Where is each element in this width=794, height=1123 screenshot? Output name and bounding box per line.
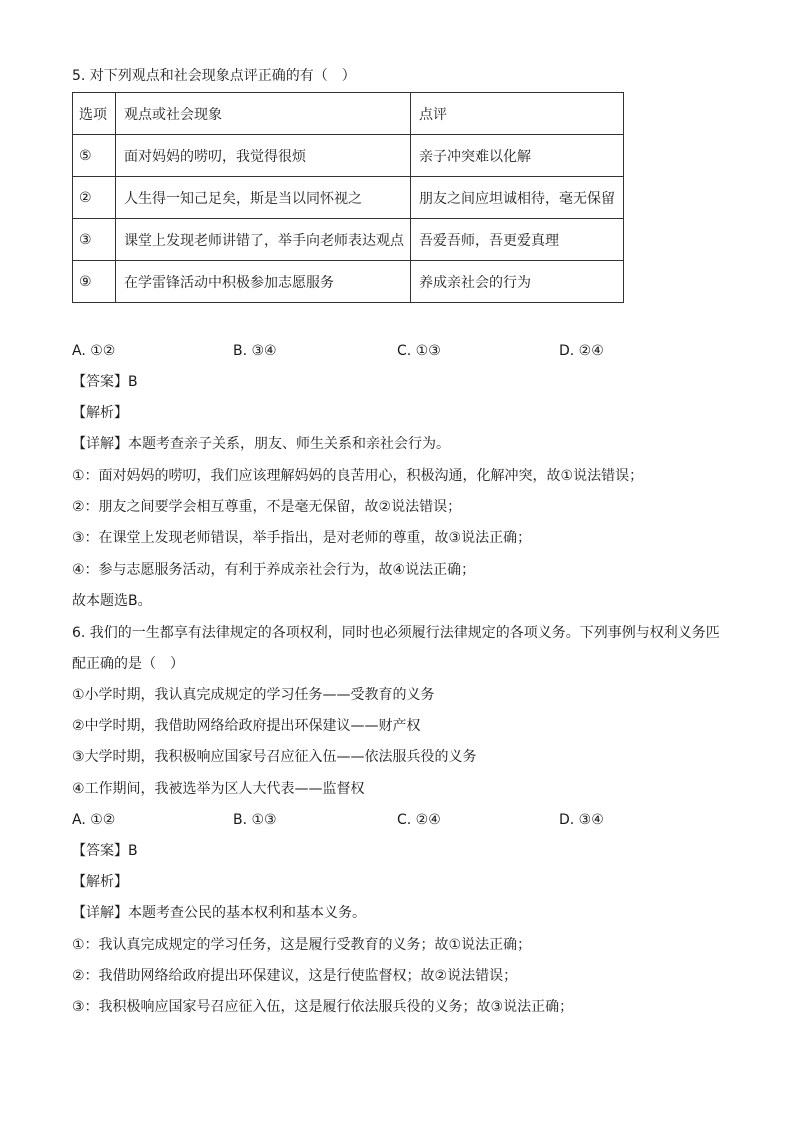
question-5-point-3: ③：在课堂上发现老师错误，举手指出，是对老师的尊重，故③说法正确； xyxy=(72,530,532,546)
table-row xyxy=(73,177,624,219)
option-d: D. ③④ xyxy=(559,812,604,828)
option-a: A. ①② xyxy=(72,343,116,359)
question-5-answer: 【答案】B xyxy=(72,374,138,390)
question-6-answer: 【答案】B xyxy=(72,843,138,859)
table-cell: 在学雷锋活动中积极参加志愿服务 xyxy=(116,261,411,303)
question-6-analysis-tag: 【解析】 xyxy=(72,874,128,890)
table-header-cell: 点评 xyxy=(411,93,624,135)
option-b: B. ①③ xyxy=(233,812,277,828)
question-6-point-2: ②：我借助网络给政府提出环保建议，这是行使监督权；故②说法错误； xyxy=(72,968,518,984)
table-cell: 人生得一知己足矣，斯是当以同怀视之 xyxy=(116,177,411,219)
table-header-cell: 观点或社会现象 xyxy=(116,93,411,135)
question-5-analysis-tag: 【解析】 xyxy=(72,405,128,421)
table-row xyxy=(73,135,624,177)
option-c: C. ①③ xyxy=(397,343,441,359)
question-5-options xyxy=(72,341,732,361)
question-6-detail: 【详解】本题考查公民的基本权利和基本义务。 xyxy=(72,905,366,921)
table-cell: ⑤ xyxy=(73,135,116,177)
table-cell: 吾爱吾师，吾更爱真理 xyxy=(411,219,624,261)
table-cell: 面对妈妈的唠叨，我觉得很烦 xyxy=(116,135,411,177)
table-cell: 课堂上发现老师讲错了，举手向老师表达观点 xyxy=(116,219,411,261)
question-6-stem-line-2: 配正确的是（ ） xyxy=(72,656,184,672)
option-d: D. ②④ xyxy=(559,343,604,359)
table-row xyxy=(73,219,624,261)
question-6-item-3: ③大学时期，我积极响应国家号召应征入伍——依法服兵役的义务 xyxy=(72,749,477,765)
question-5-stem: 5. 对下列观点和社会现象点评正确的有（ ） xyxy=(72,68,356,84)
table-row xyxy=(73,261,624,303)
option-c: C. ②④ xyxy=(397,812,441,828)
table-header-cell: 选项 xyxy=(73,93,116,135)
option-a: A. ①② xyxy=(72,812,116,828)
question-6-point-1: ①：我认真完成规定的学习任务，这是履行受教育的义务；故①说法正确； xyxy=(72,937,532,953)
table-cell: ③ xyxy=(73,219,116,261)
question-6-item-2: ②中学时期，我借助网络给政府提出环保建议——财产权 xyxy=(72,718,421,734)
table-cell: 朋友之间应坦诚相待，毫无保留 xyxy=(411,177,624,219)
question-5-detail: 【详解】本题考查亲子关系，朋友、师生关系和亲社会行为。 xyxy=(72,436,450,452)
question-6-item-1: ①小学时期，我认真完成规定的学习任务——受教育的义务 xyxy=(72,687,435,703)
question-5-table xyxy=(72,92,624,303)
table-cell: 养成亲社会的行为 xyxy=(411,261,624,303)
option-b: B. ③④ xyxy=(233,343,277,359)
question-5-point-2: ②：朋友之间要学会相互尊重，不是毫无保留，故②说法错误； xyxy=(72,499,462,515)
table-header-row xyxy=(73,93,624,135)
question-5-point-4: ④：参与志愿服务活动，有利于养成亲社会行为，故④说法正确； xyxy=(72,562,476,578)
question-5-point-1: ①：面对妈妈的唠叨，我们应该理解妈妈的良苦用心，积极沟通，化解冲突，故①说法错误； xyxy=(72,468,644,484)
question-6-item-4: ④工作期间，我被选举为区人大代表——监督权 xyxy=(72,781,365,797)
question-6-stem-line-1: 6. 我们的一生都享有法律规定的各项权利，同时也必须履行法律规定的各项义务。下列事例与权利义务匹 xyxy=(72,625,720,641)
table-cell: ② xyxy=(73,177,116,219)
question-5-conclusion: 故本题选B。 xyxy=(72,593,152,609)
table-cell: 亲子冲突难以化解 xyxy=(411,135,624,177)
question-6-options xyxy=(72,810,732,830)
table-cell: ⑨ xyxy=(73,261,116,303)
question-6-point-3: ③：我积极响应国家号召应征入伍，这是履行依法服兵役的义务；故③说法正确； xyxy=(72,999,574,1015)
